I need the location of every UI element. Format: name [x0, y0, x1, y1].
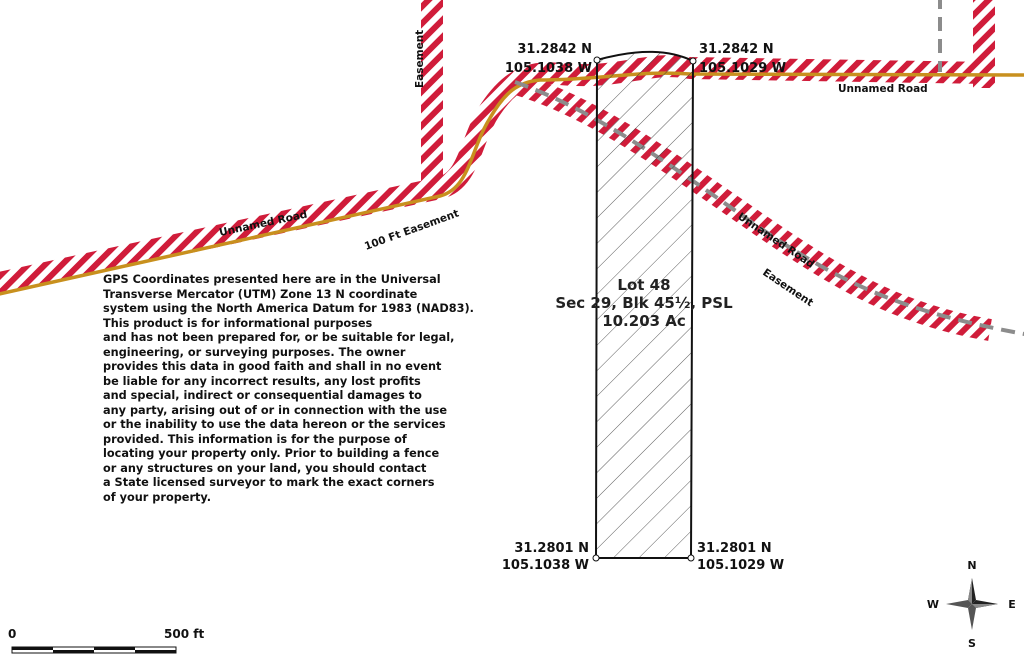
corner-ne-lat: 31.2842 N [699, 42, 774, 57]
compass-west: W [926, 598, 940, 611]
compass-south: S [968, 637, 976, 650]
label-road-west: Unnamed Road [218, 208, 309, 239]
corner-marker-se [688, 555, 694, 561]
label-easement-west: 100 Ft Easement [362, 207, 461, 253]
disclaimer-text: GPS Coordinates presented here are in the Universal Transverse Mercator (UTM) Zone 13 N coordinate system using the North America Datum for 1983 (NAD83). This product is for informational purposes and has not been prepared for, or be suitable for legal, engineering, or surveying purposes. The owner provides this data in good faith and shall in no event be liable for any incorrect results, any lost profits and special, indirect or consequential damages to any party, arising out of or in connection with the use or the inability to use the data hereon or the services provided. This information is for the purpose of locating your property only. Prior to building a fence or any structures on your land, you should contact a State licensed surveyor to mark the exact corners of your property. [103, 273, 474, 504]
corner-nw-lon: 105.1038 W [504, 61, 592, 76]
corner-sw-lat: 31.2801 N [514, 541, 589, 556]
corner-sw-lon: 105.1038 W [501, 558, 589, 573]
corner-marker-ne [690, 58, 696, 64]
label-road-ne: Unnamed Road [838, 83, 928, 95]
label-road-diagonal: Unnamed Road [735, 210, 817, 271]
corner-se-lat: 31.2801 N [697, 541, 772, 556]
lot-area: 10.203 Ac [602, 312, 686, 330]
label-easement-vertical: Easement [414, 29, 426, 88]
corner-nw-lat: 31.2842 N [517, 42, 592, 57]
compass-east: E [1008, 598, 1016, 611]
unnamed-road-line [0, 73, 1024, 296]
easement-west-band [0, 66, 990, 285]
lot-name: Lot 48 [617, 276, 671, 294]
corner-marker-nw [594, 57, 600, 63]
lot-section: Sec 29, Blk 45½, PSL [555, 294, 733, 312]
corner-ne-lon: 105.1029 W [699, 61, 787, 76]
scale-label-end: 500 ft [164, 627, 205, 641]
label-easement-diagonal: Easement [760, 266, 816, 310]
compass-rose-icon [927, 559, 1016, 650]
scale-label-start: 0 [8, 627, 17, 641]
corner-se-lon: 105.1029 W [697, 558, 785, 573]
scale-bar [8, 627, 204, 653]
corner-marker-sw [593, 555, 599, 561]
compass-north: N [967, 559, 977, 572]
